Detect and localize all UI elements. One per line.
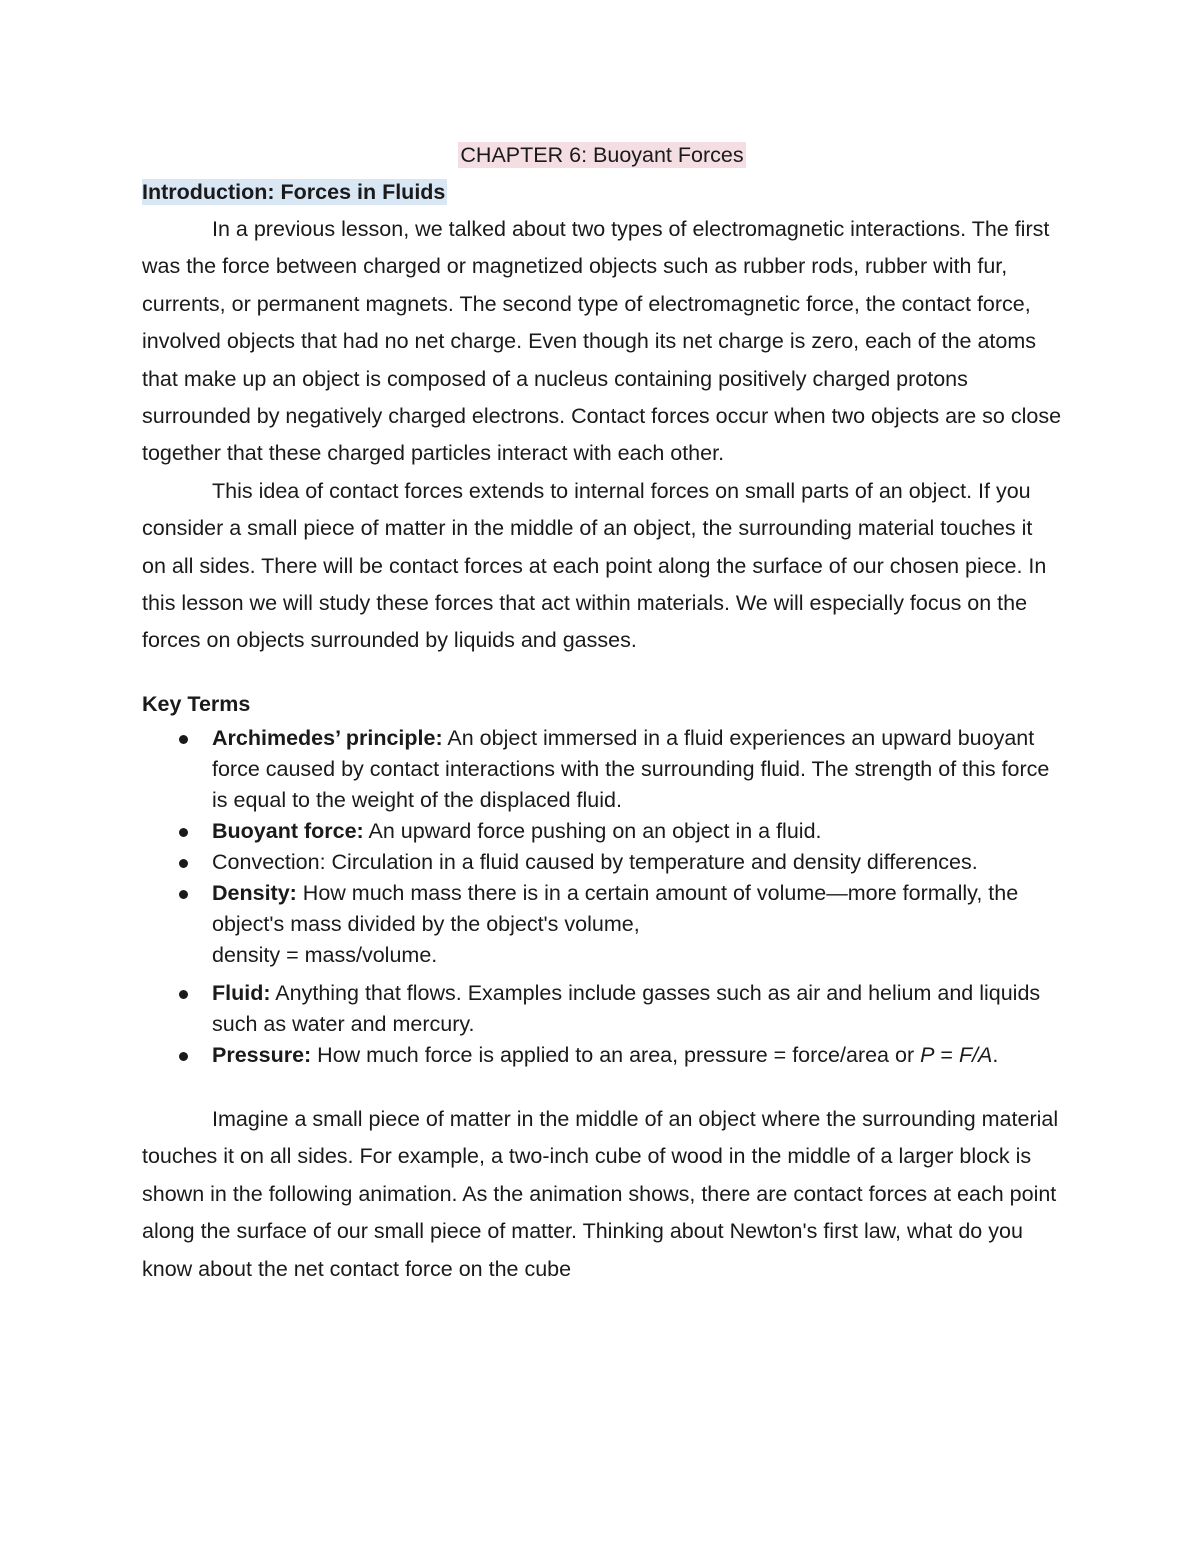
bullet-icon (179, 735, 188, 744)
list-item (142, 1040, 1062, 1071)
term-definition: An upward force pushing on an object in a fluid. (363, 818, 822, 843)
formula-f-over-a: F/A (958, 1042, 993, 1067)
term-label: Pressure: (212, 1042, 312, 1067)
chapter-title: CHAPTER 6: Buoyant Forces (460, 143, 744, 167)
formula-equals: = (934, 1042, 959, 1067)
bullet-icon (179, 890, 188, 899)
intro-paragraph-1: In a previous lesson, we talked about two types of electromagnetic interactions. The first was the force between charged or magnetized objects such as rubber rods, rubber with fur, currents, or permanent magnets. The second type of electromagnetic force, the contact force, involved objects that had no net charge. Even though its net charge is zero, each of the atoms that make up an object is composed of a nucleus containing positively charged protons surrounded by negatively charged electrons. Contact forces occur when two objects are so close together that these charged particles interact with each other. (142, 217, 1062, 466)
term-formula-line: density = mass/volume. (212, 942, 438, 967)
term-label: Archimedes’ principle: (212, 725, 443, 750)
bullet-icon (179, 828, 188, 837)
title-row (142, 136, 1062, 174)
bullet-icon (179, 1052, 188, 1061)
formula-symbol-p: P (920, 1042, 935, 1067)
closing-paragraph: Imagine a small piece of matter in the middle of an object where the surrounding material touches it on all sides. For example, a two-inch cube of wood in the middle of a larger block is shown in the following animation. As the animation shows, there are contact forces at each point along the surface of our small piece of matter. Thinking about Newton's first law, what do you know about the net contact force on the cube (142, 1106, 1059, 1281)
term-definition: Convection: Circulation in a fluid caused by temperature and density differences. (212, 849, 978, 874)
formula-end: . (992, 1042, 999, 1067)
intro-paragraph-2: This idea of contact forces extends to internal forces on small parts of an object. If you consider a small piece of matter in the middle of an object, the surrounding material touches it on all sides. There will be contact forces at each point along the surface of our chosen piece. In this lesson we will study these forces that act within materials. We will especially focus on the forces on objects surrounded by liquids and gasses. (142, 478, 1047, 653)
document-page (142, 136, 1062, 1288)
section-heading (142, 174, 1062, 211)
list-item (142, 847, 1062, 878)
key-terms-heading: Key Terms (142, 691, 251, 716)
spacer (142, 1071, 1062, 1101)
bullet-icon (179, 990, 188, 999)
section-heading-text: Introduction: Forces in Fluids (142, 180, 446, 204)
term-label: Buoyant force: (212, 818, 364, 843)
list-item (142, 723, 1062, 816)
list-item (142, 878, 1062, 971)
bullet-icon (179, 859, 188, 868)
term-definition: How much mass there is in a certain amount of volume—more formally, the object's mass divided by the object's volume, (212, 880, 1019, 936)
term-definition: Anything that flows. Examples include gasses such as air and helium and liquids such as water and mercury. (212, 980, 1041, 1036)
term-label: Density: (212, 880, 297, 905)
list-item (142, 816, 1062, 847)
term-definition: An object immersed in a fluid experiences an upward buoyant force caused by contact interactions with the surrounding fluid. The strength of this force is equal to the weight of the displaced fluid. (212, 725, 1050, 812)
spacer (142, 660, 1062, 686)
term-label: Fluid: (212, 980, 271, 1005)
key-terms-list (142, 723, 1062, 1071)
list-item (142, 978, 1062, 1040)
term-definition: How much force is applied to an area, pressure = force/area or (311, 1042, 921, 1067)
